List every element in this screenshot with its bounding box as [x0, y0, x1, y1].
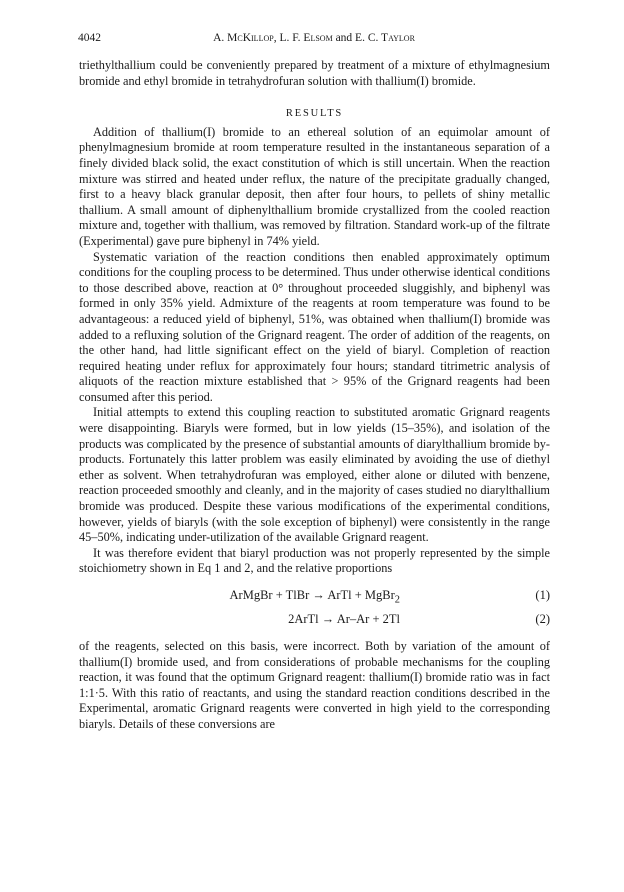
equation-1: [79, 585, 550, 607]
paragraph-3: Initial attempts to extend this coupling reaction to substituted aromatic Grignard reagents were disappointing. Biaryls were formed, but in low yields (15–35%), and isolation of the products was complicated by the presence of substantial amounts of diarylthallium bromide by-products. Fortunately this latter problem was easily eliminated by avoiding the use of diethyl ether as solvent. When tetrahydrofuran was employed, either alone or diluted with benzene, reaction proceeded smoothly and cleanly, and in the majority of cases studied no diarylthallium bromide was produced. Despite these various modifications of the experimental conditions, however, yields of biaryls (with the sole exception of biphenyl) were consistently in the range 45–50%, indicating under-utilization of the available Grignard reagent.: [79, 405, 550, 545]
paragraph-4: It was therefore evident that biaryl production was not properly represented by the simple stoichiometry shown in Eq 1 and 2, and the relative proportions: [79, 545, 550, 576]
running-header-authors: A. McKillop, L. F. Elsom and E. C. Taylor: [213, 32, 415, 44]
equation-1-expression: ArMgBr + TlBr → ArTl + MgBr$_2$: [229, 588, 400, 606]
paragraph-5: of the reagents, selected on this basis, were incorrect. Both by variation of the amount of thallium(I) bromide used, and from considerations of probable mechanisms for the coupling reaction, it was found that the optimum Grignard reagent: thallium(I) bromide ratio was in fact 1:1·5. With this ratio of reactants, and using the standard reaction conditions described in the Experimental, aromatic Grignard reagents were converted in high yield to the corresponding biaryls. Details of these conversions are: [79, 639, 550, 731]
paragraph-intro: triethylthallium could be conveniently prepared by treatment of a mixture of ethylmagnesium bromide and ethyl bromide in tetrahydrofuran solution with thallium(I) bromide.: [79, 58, 550, 88]
page-number: 4042: [78, 32, 101, 44]
paragraph-2: Systematic variation of the reaction conditions then enabled approximately optimum conditions for the coupling process to be determined. Thus under otherwise identical conditions to those described above, reaction at 0° throughout proceeded sluggishly, and biphenyl was formed in only 35% yield. Admixture of the reagents at room temperature was found to be advantageous: a reduced yield of biphenyl, 51%, was obtained when thallium(I) bromide was added to a refluxing solution of the Grignard reagent. The order of addition of the reagents, on the other hand, had little significant effect on the yield of biaryl. Completion of reaction required heating under reflux for approximately four hours; standard titrimetric analysis of aliquots of the reaction mixture established that > 95% of the Grignard reagents had been consumed after this period.: [79, 249, 550, 404]
equation-1-number: (1): [535, 588, 550, 602]
running-header: [78, 32, 550, 50]
paragraph-1: Addition of thallium(I) bromide to an ethereal solution of an equimolar amount of phenylmagnesium bromide at room temperature resulted in the instantaneous separation of a finely divided black solid, the exact constitution of which is still uncertain. When the reaction mixture was stirred and heated under reflux, the nature of the precipitate gradually changed, first to a heavy black granular deposit, then after four hours, to pellets of shiny metallic thallium. A small amount of diphenylthallium bromide crystallized from the cooled reaction mixture and, together with thallium, was removed by filtration. Standard work-up of the filtrate (Experimental) gave pure biphenyl in 74% yield.: [79, 124, 550, 248]
article-body: [79, 58, 550, 733]
equation-2-number: (2): [535, 612, 550, 626]
section-heading-results: RESULTS: [285, 108, 344, 120]
equation-2: [79, 609, 550, 631]
equation-2-expression: 2ArTl → Ar–Ar + 2Tl: [288, 612, 400, 626]
